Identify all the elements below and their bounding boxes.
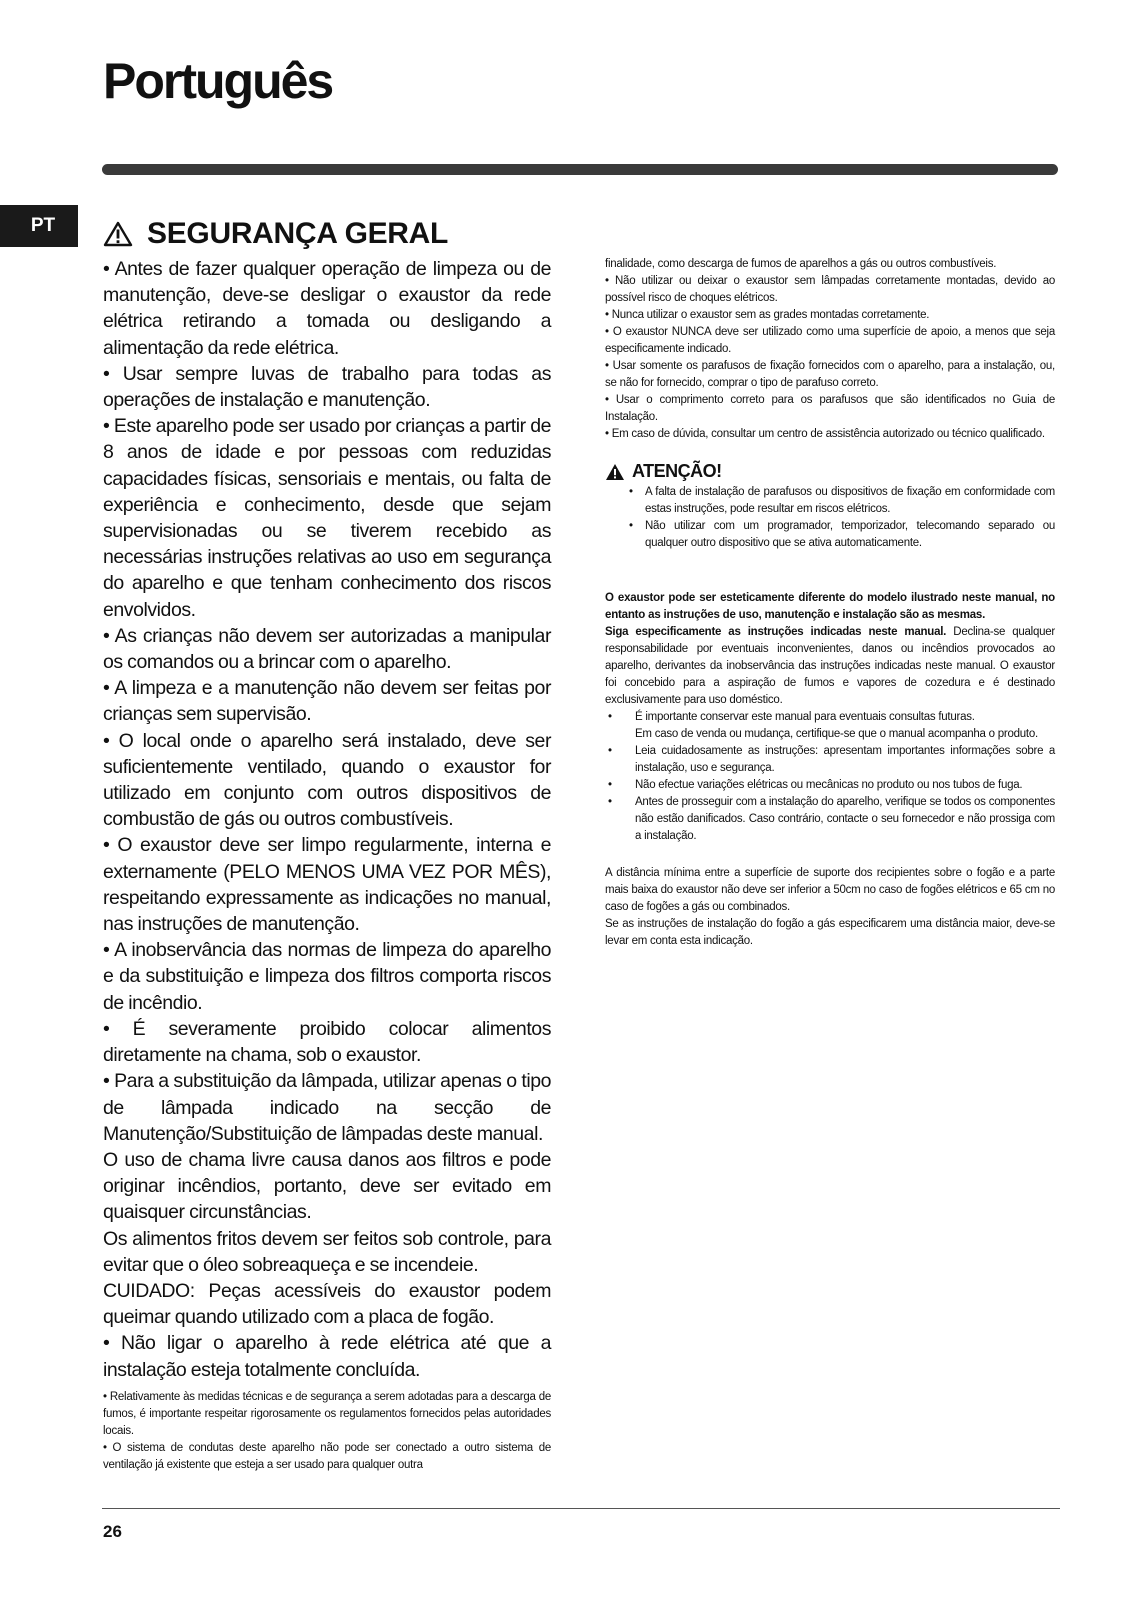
footer-divider xyxy=(102,1508,1060,1509)
safety-paragraph: • Não ligar o aparelho à rede elétrica até que a instalação esteja totalmente concluída. xyxy=(103,1332,551,1381)
list-item-text: Em caso de venda ou mudança, certifique-se que o manual acompanha o produto. xyxy=(635,728,1038,740)
note-paragraph xyxy=(605,624,1055,709)
page-title: Português xyxy=(103,53,333,109)
section-header xyxy=(103,217,448,251)
safety-paragraph: • Usar sempre luvas de trabalho para todas as operações de instalação e manutenção. xyxy=(103,362,551,412)
safety-paragraph: • Nunca utilizar o exaustor sem as grades montadas corretamente. xyxy=(605,309,930,321)
small-print-block xyxy=(103,1389,551,1474)
safety-paragraph: • O local onde o aparelho será instalado, deve ser suficientemente ventilado, quando o exaustor for utilizado em conjunto com outros dispositivos de combustão de gás ou outros combustíveis. xyxy=(103,729,551,831)
list-item xyxy=(605,709,1055,743)
safety-paragraph: • Para a substituição da lâmpada, utilizar apenas o tipo de lâmpada indicado na secção de Manutenção/Substituição de lâmpadas deste manual. xyxy=(103,1070,551,1145)
note-bold-paragraph: O exaustor pode ser esteticamente diferente do modelo ilustrado neste manual, no entanto as instruções de uso, manutenção e instalação são as mesmas. xyxy=(605,592,1055,621)
safety-paragraph: • A inobservância das normas de limpeza do aparelho e da substituição e limpeza dos filtros comporta riscos de incêndio. xyxy=(103,939,551,1014)
section-title: SEGURANÇA GERAL xyxy=(147,217,449,250)
warning-filled-icon xyxy=(605,463,625,481)
distance-block xyxy=(605,865,1055,950)
distance-paragraph: Se as instruções de instalação do fogão a gás especificarem uma distância maior, deve-se levar em conta esta indicação. xyxy=(605,918,1055,947)
list-item: • A falta de instalação de parafusos ou dispositivos de fixação em conformidade com estas instruções, pode resultar em riscos elétricos. xyxy=(627,484,1055,518)
list-item: • Leia cuidadosamente as instruções: apresentam importantes informações sobre a instalação, uso e segurança. xyxy=(605,743,1055,777)
warning-header xyxy=(605,461,1055,482)
safety-paragraph: • Não utilizar ou deixar o exaustor sem lâmpadas corretamente montadas, devido ao possível risco de choques elétricos. xyxy=(605,275,1055,304)
note-lead-rest: Declina-se qualquer responsabilidade por eventuais inconvenientes, danos ou incêndios provocados ao aparelho, derivantes da inobservância das instruções indicadas neste manual. O exaustor foi concebido para a aspiração de fumos e vapores de cozedura e é destinado exclusivamente para uso doméstico. xyxy=(605,626,1055,706)
page-number: 26 xyxy=(103,1522,122,1541)
safety-paragraph: • Em caso de dúvida, consultar um centro de assistência autorizado ou técnico qualificado. xyxy=(605,428,1045,440)
note-list xyxy=(605,709,1055,845)
list-item: • Não efectue variações elétricas ou mecânicas no produto ou nos tubos de fuga. xyxy=(605,777,1055,794)
list-item: • Não utilizar com um programador, temporizador, telecomando separado ou qualquer outro dispositivo que se ativa automaticamente. xyxy=(627,518,1055,552)
safety-paragraph: CUIDADO: Peças acessíveis do exaustor podem queimar quando utilizado com a placa de fogão. xyxy=(103,1279,551,1329)
list-item-text: É importante conservar este manual para eventuais consultas futuras. xyxy=(635,711,975,723)
safety-paragraph: • A limpeza e a manutenção não devem ser feitas por crianças sem supervisão. xyxy=(103,677,551,726)
warning-title: ATENÇÃO! xyxy=(632,461,722,481)
safety-paragraph: Os alimentos fritos devem ser feitos sob controle, para evitar que o óleo sobreaqueça e se incendeie. xyxy=(103,1227,551,1276)
language-tab xyxy=(0,205,78,247)
note-block xyxy=(605,590,1055,845)
language-tab-label: PT xyxy=(30,215,56,236)
left-column xyxy=(103,256,551,1474)
safety-paragraph: O uso de chama livre causa danos aos filtros e pode originar incêndios, portanto, deve ser evitado em quaisquer circunstâncias. xyxy=(103,1148,551,1224)
header-divider xyxy=(102,164,1058,175)
safety-paragraph: • Antes de fazer qualquer operação de limpeza ou de manutenção, deve-se desligar o exaustor da rede elétrica retirando a tomada ou desligando a alimentação da rede elétrica. xyxy=(103,258,551,359)
safety-paragraph: • O exaustor deve ser limpo regularmente, interna e externamente (PELO MENOS UMA VEZ POR MÊS), respeitando expressamente as indicações no manual, nas instruções de manutenção. xyxy=(103,834,551,936)
warning-outline-icon xyxy=(103,221,133,247)
safety-paragraph: • Usar somente os parafusos de fixação fornecidos com o aparelho, para a instalação, ou, se não for fornecido, comprar o tipo de parafuso correto. xyxy=(605,360,1055,389)
safety-paragraph: • As crianças não devem ser autorizadas a manipular os comandos ou a brincar com o aparelho. xyxy=(103,624,551,674)
safety-paragraph: • Usar o comprimento correto para os parafusos que são identificados no Guia de Instalação. xyxy=(605,394,1055,423)
list-item: • Antes de prosseguir com a instalação do aparelho, verifique se todos os componentes não estão danificados. Caso contrário, contacte o seu fornecedor e não prossiga com a instalação. xyxy=(605,794,1055,845)
distance-paragraph: A distância mínima entre a superfície de suporte dos recipientes sobre o fogão e a parte mais baixa do exaustor não deve ser inferior a 50cm no caso de fogões elétricos e 65 cm no caso de fogões a gás ou combinados. xyxy=(605,867,1055,913)
small-paragraph: • O sistema de condutas deste aparelho não pode ser conectado a outro sistema de ventilação já existente que esteja a ser usado para qualquer outra xyxy=(103,1441,551,1471)
note-lead-bold: Siga especificamente as instruções indicadas neste manual. xyxy=(605,626,947,638)
small-paragraph: • Relativamente às medidas técnicas e de segurança a serem adotadas para a descarga de fumos, é importante respeitar rigorosamente os regulamentos fornecidos pelas autoridades locais. xyxy=(103,1390,551,1437)
warning-list xyxy=(605,484,1055,552)
safety-paragraph: • O exaustor NUNCA deve ser utilizado como uma superfície de apoio, a menos que seja especificamente indicado. xyxy=(605,326,1055,355)
right-column xyxy=(605,256,1055,950)
safety-paragraph: • Este aparelho pode ser usado por crianças a partir de 8 anos de idade e por pessoas com reduzidas capacidades físicas, sensoriais e mentais, ou falta de experiência e conhecimento, desde que sejam supervisionadas ou se tiverem recebido as necessárias instruções relativas ao uso em segurança do aparelho e que tenham conhecimento dos riscos envolvidos. xyxy=(103,415,551,621)
safety-paragraph: • É severamente proibido colocar alimentos diretamente na chama, sob o exaustor. xyxy=(103,1017,551,1067)
safety-paragraph: finalidade, como descarga de fumos de aparelhos a gás ou outros combustíveis. xyxy=(605,258,997,270)
